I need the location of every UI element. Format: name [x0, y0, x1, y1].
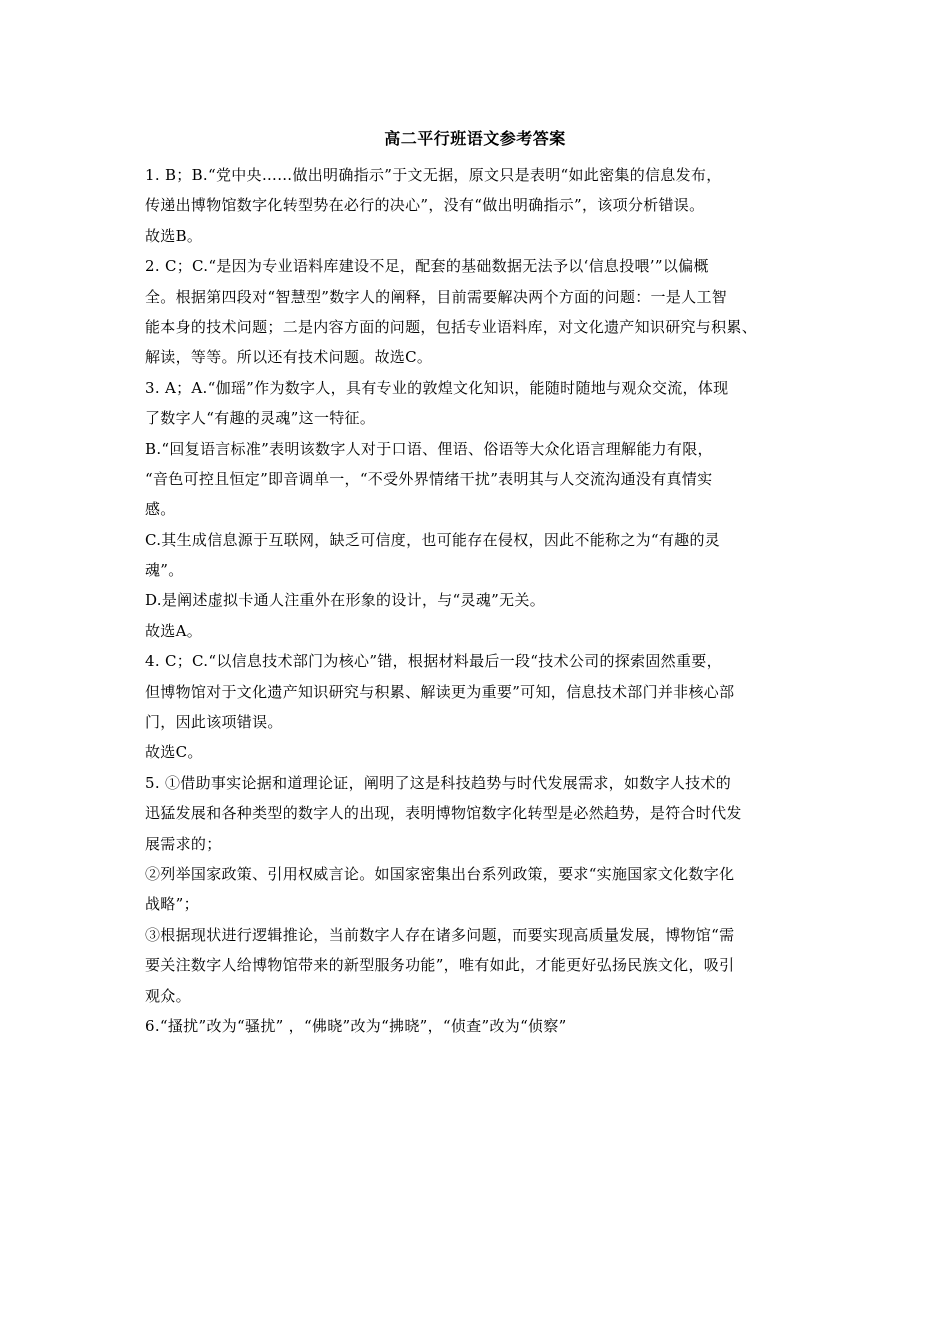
text-line: B.“回复语言标准”表明该数字人对于口语、俚语、俗语等大众化语言理解能力有限，: [145, 439, 713, 458]
text-line: 全。根据第四段对“智慧型”数字人的阐释，目前需要解决两个方面的问题：一是人工智: [145, 287, 728, 306]
text-line: ③根据现状进行逻辑推论，当前数字人存在诸多问题，而要实现高质量发展，博物馆“需: [145, 925, 735, 944]
text-line: 了数字人“有趣的灵魂”这一特征。: [145, 409, 376, 428]
text-line: 门，因此该项错误。: [145, 713, 283, 732]
text-line: 展需求的；: [145, 834, 222, 853]
text-line: 1. B；B.“党中央……做出明确指示”于文无据，原文只是表明“如此密集的信息发布，: [145, 166, 722, 184]
text-line: 传递出博物馆数字化转型势在必行的决心”，没有“做出明确指示”，该项分析错误。: [145, 196, 705, 215]
text-line: 但博物馆对于文化遗产知识研究与积累、解读更为重要”可知，信息技术部门并非核心部: [145, 682, 735, 701]
text-line: 观众。: [145, 986, 191, 1005]
text-line: 故选B。: [145, 226, 203, 245]
text-line: 战略”；: [145, 895, 199, 914]
text-line: 6.“搔扰”改为“骚扰” ，“佛晓”改为“拂晓”，“侦查”改为“侦察”: [145, 1016, 567, 1035]
text-line: 迅猛发展和各种类型的数字人的出现，表明博物馆数字化转型是必然趋势，是符合时代发: [145, 804, 742, 823]
text-line: 故选C。: [145, 743, 203, 762]
text-line: 魂”。: [145, 561, 184, 580]
text-line: 2. C；C.“是因为专业语料库建设不足，配套的基础数据无法予以‘信息投喂’”以偏概: [145, 257, 709, 276]
text-line: 要关注数字人给博物馆带来的新型服务功能”，唯有如此，才能更好弘扬民族文化，吸引: [145, 956, 735, 975]
text-line: 能本身的技术问题；二是内容方面的问题，包括专业语料库，对文化遗产知识研究与积累、: [145, 317, 758, 336]
answer-body: [145, 160, 815, 1041]
text-line: 解读，等等。所以还有技术问题。故选C。: [145, 348, 433, 367]
text-line: 感。: [145, 500, 176, 519]
text-line: 故选A。: [145, 621, 203, 640]
text-line: 5. ①借助事实论据和道理论证，阐明了这是科技趋势与时代发展需求，如数字人技术的: [145, 773, 732, 792]
text-line: “音色可控且恒定”即音调单一，“不受外界情绪干扰”表明其与人交流沟通没有真情实: [145, 469, 713, 488]
text-line: 3. A；A.“伽瑶”作为数字人，具有专业的敦煌文化知识，能随时随地与观众交流，体现: [145, 378, 729, 397]
text-line: 4. C；C.“以信息技术部门为核心”错，根据材料最后一段“技术公司的探索固然重要，: [145, 652, 722, 671]
text-line: ②列举国家政策、引用权威言论。如国家密集出台系列政策，要求“实施国家文化数字化: [145, 864, 735, 883]
document-title: 高二平行班语文参考答案: [384, 129, 566, 148]
text-line: D.是阐述虚拟卡通人注重外在形象的设计，与“灵魂”无关。: [145, 591, 545, 610]
text-line: C.其生成信息源于互联网，缺乏可信度，也可能存在侵权，因此不能称之为“有趣的灵: [145, 530, 721, 549]
